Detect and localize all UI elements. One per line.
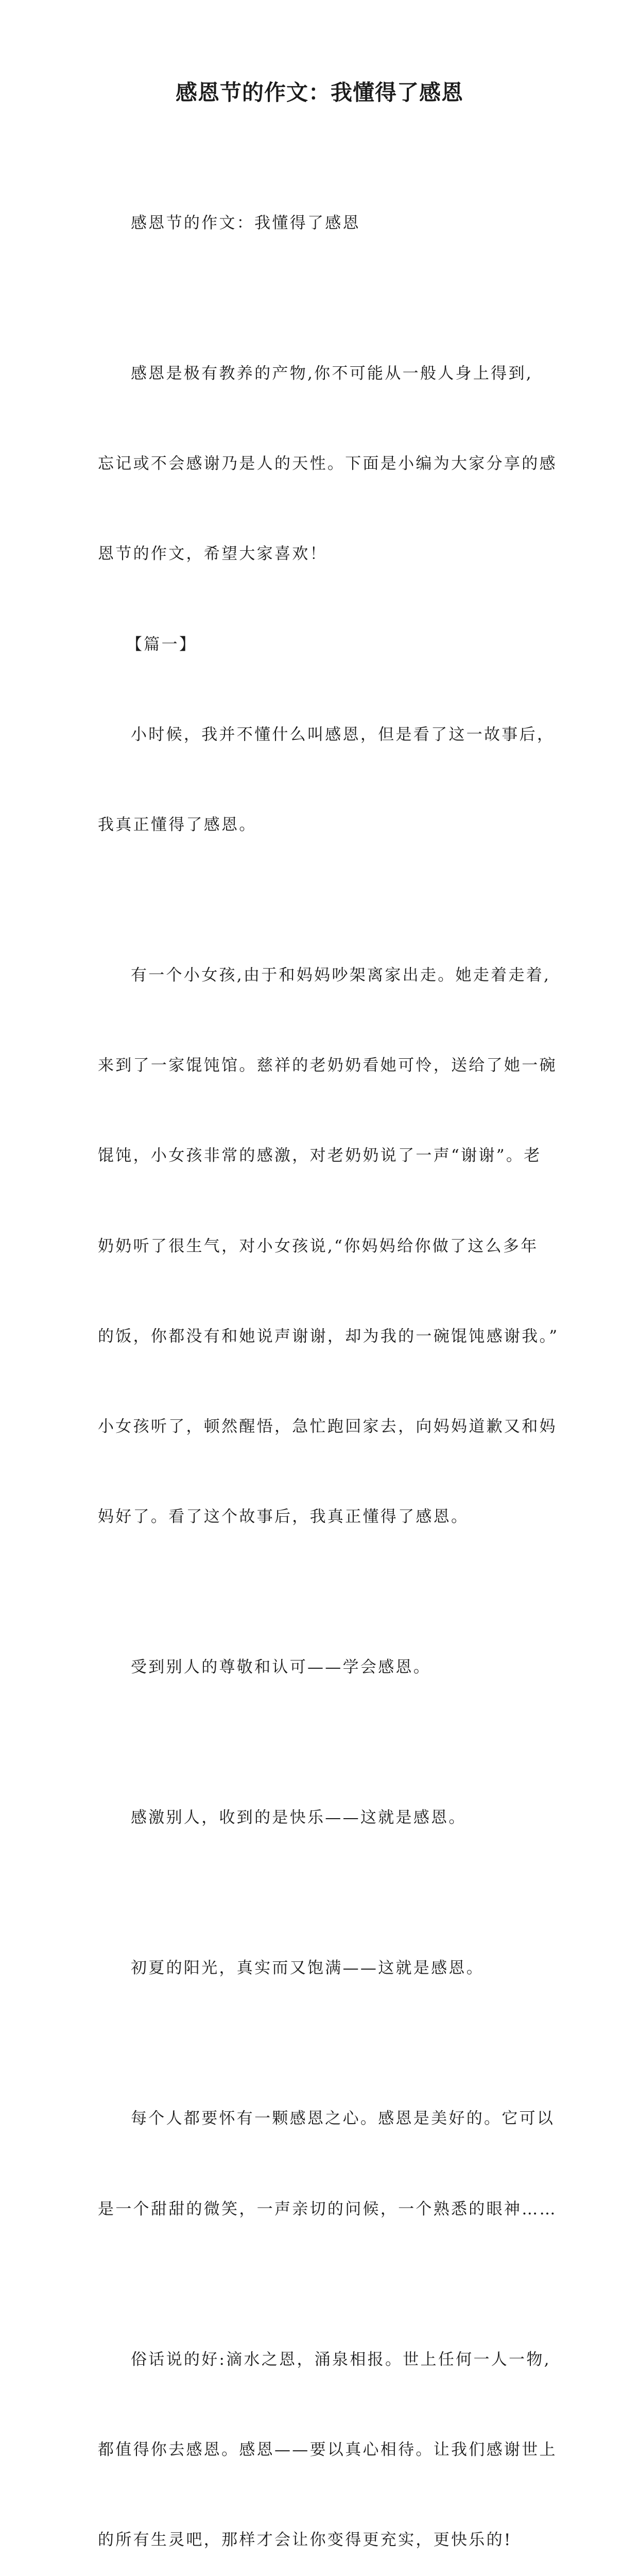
paragraph-line: 恩节的作文，希望大家喜欢！ xyxy=(98,545,327,564)
section-heading: 【篇一】 xyxy=(126,635,197,654)
paragraph xyxy=(98,148,547,298)
paragraph-line: 每个人都要怀有一颗感恩之心。感恩是美好的。它可以 xyxy=(131,2109,555,2128)
paragraph xyxy=(98,1893,547,2044)
paragraph xyxy=(98,2044,557,2284)
paragraph-line: 是一个甜甜的微笑，一声亲切的问候，一个熟悉的眼神…… xyxy=(98,2199,557,2218)
paragraph-line: 小女孩听了，顿然醒悟，急忙跑回家去，向妈妈道歉又和妈 xyxy=(98,1417,557,1436)
paragraph-line: 俗话说的好:滴水之恩，涌泉相报。世上任何一人一物, xyxy=(131,2350,551,2369)
paragraph-line: 妈好了。看了这个故事后，我真正懂得了感恩。 xyxy=(98,1507,469,1527)
document-title: 感恩节的作文：我懂得了感恩 xyxy=(175,80,463,105)
paragraph-line: 感恩节的作文：我懂得了感恩 xyxy=(131,213,360,232)
paragraph-line: 都值得你去感恩。感恩——要以真心相待。让我们感谢世上 xyxy=(98,2440,557,2459)
paragraph-line: 来到了一家馄饨馆。慈祥的老奶奶看她可怜，送给了她一碗 xyxy=(98,1056,557,1075)
paragraph xyxy=(98,2284,557,2576)
paragraph-line: 感恩是极有教养的产物,你不可能从一般人身上得到, xyxy=(131,364,533,383)
document-body xyxy=(98,148,559,2576)
paragraph-line: 感激别人，收到的是快乐——这就是感恩。 xyxy=(131,1808,467,1827)
paragraph xyxy=(98,1743,547,1893)
paragraph-line: 馄饨，小女孩非常的感激，对老奶奶说了一声“谢谢”。老 xyxy=(98,1146,542,1165)
paragraph-line: 奶奶听了很生气，对小女孩说,“你妈妈给你做了这么多年 xyxy=(98,1236,539,1256)
paragraph-line: 有一个小女孩,由于和妈妈吵架离家出走。她走着走着, xyxy=(131,965,551,985)
paragraph xyxy=(98,298,557,629)
paragraph-line: 的所有生灵吧，那样才会让你变得更充实，更快乐的! xyxy=(98,2531,512,2550)
paragraph-line: 我真正懂得了感恩。 xyxy=(98,815,257,834)
paragraph xyxy=(98,900,559,1592)
paragraph-line: 小时候，我并不懂什么叫感恩，但是看了这一故事后， xyxy=(131,725,555,744)
paragraph-line: 受到别人的尊敬和认可——学会感恩。 xyxy=(131,1658,431,1677)
paragraph-line: 初夏的阳光，真实而又饱满——这就是感恩。 xyxy=(131,1959,484,1978)
paragraph xyxy=(98,1592,547,1743)
paragraph xyxy=(98,659,555,900)
paragraph-line: 的饭，你都没有和她说声谢谢，却为我的一碗馄饨感谢我。” xyxy=(98,1327,559,1346)
paragraph-line: 忘记或不会感谢乃是人的天性。下面是小编为大家分享的感 xyxy=(98,454,557,473)
